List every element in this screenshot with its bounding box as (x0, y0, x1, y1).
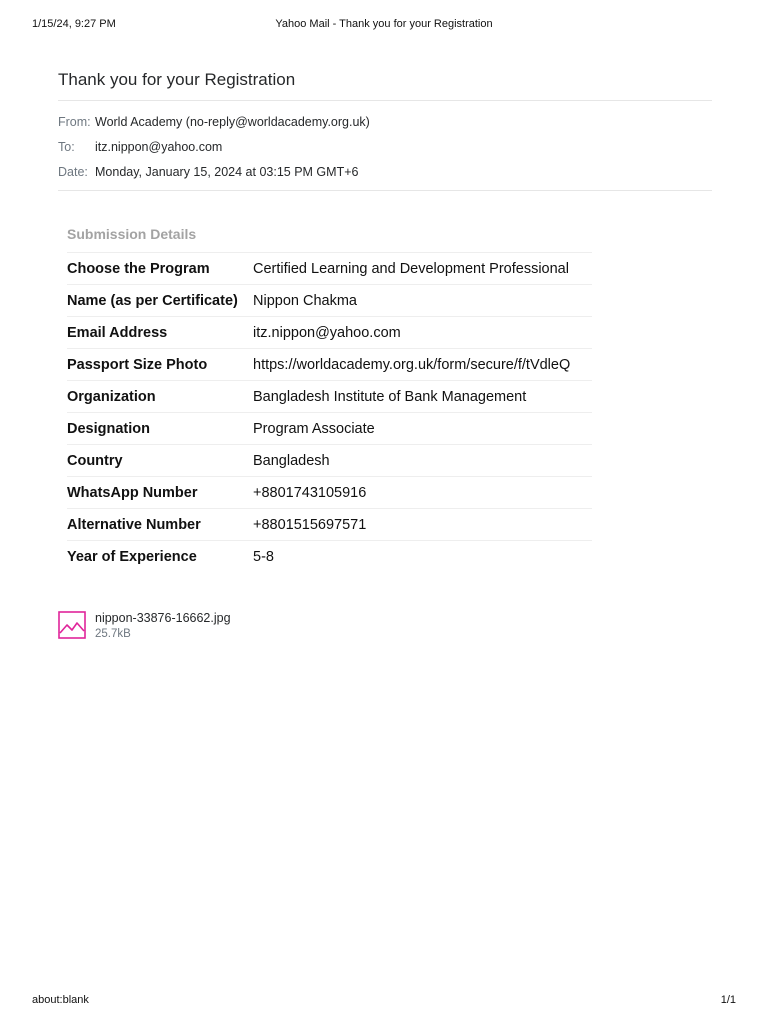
table-row (67, 381, 592, 413)
field-name: Year of Experience (67, 548, 197, 565)
table-row (67, 285, 592, 317)
field-name: Country (67, 445, 253, 477)
email-headers (58, 101, 712, 191)
field-value: Bangladesh (253, 445, 592, 477)
email-message (58, 66, 712, 191)
date-row (58, 159, 712, 184)
field-value: Nippon Chakma (253, 285, 592, 317)
table-row (67, 317, 592, 349)
field-value[interactable]: itz.nippon@yahoo.com (253, 317, 592, 349)
print-page-title: Yahoo Mail - Thank you for your Registration (275, 18, 493, 30)
field-value[interactable]: https://worldacademy.org.uk/form/secure/f/tVdleQ (253, 349, 592, 381)
table-row (67, 541, 592, 573)
field-value: Certified Learning and Development Professional (253, 253, 592, 285)
field-name: Designation (67, 413, 253, 445)
attachment-filename[interactable]: nippon-33876-16662.jpg (95, 611, 231, 625)
to-row (58, 134, 712, 159)
attachment-size: 25.7kB (95, 628, 131, 640)
to-label: To: (58, 139, 75, 154)
print-page-number: 1/1 (720, 994, 736, 1006)
submission-details (67, 222, 592, 572)
date-label: Date: (58, 164, 88, 179)
field-value: Bangladesh Institute of Bank Management (253, 381, 592, 413)
table-row (67, 253, 592, 285)
attachment[interactable] (58, 610, 231, 642)
field-name: WhatsApp Number (67, 477, 253, 509)
email-subject: Thank you for your Registration (58, 66, 712, 101)
image-file-icon[interactable] (58, 611, 86, 639)
print-datetime: 1/15/24, 9:27 PM (32, 18, 116, 30)
attachment-info (95, 610, 231, 642)
print-url: about:blank (32, 994, 89, 1006)
field-name: Passport Size Photo (67, 349, 253, 381)
field-name: Choose the Program (67, 253, 253, 285)
from-label: From: (58, 114, 91, 129)
submission-heading: Submission Details (67, 226, 197, 242)
field-value: +8801515697571 (253, 509, 592, 541)
table-row (67, 413, 592, 445)
submission-table (67, 252, 592, 572)
field-value: 5-8 (253, 548, 274, 565)
table-row (67, 445, 592, 477)
field-name: Organization (67, 381, 253, 413)
field-value: +8801743105916 (253, 477, 592, 509)
recipient[interactable]: itz.nippon@yahoo.com (95, 139, 223, 154)
field-name: Alternative Number (67, 509, 253, 541)
table-row (67, 477, 592, 509)
field-name: Email Address (67, 317, 253, 349)
field-name: Name (as per Certificate) (67, 285, 253, 317)
sent-date: Monday, January 15, 2024 at 03:15 PM GMT+6 (95, 164, 359, 179)
field-value: Program Associate (253, 413, 592, 445)
table-row (67, 509, 592, 541)
from-row (58, 109, 712, 134)
table-row (67, 349, 592, 381)
sender[interactable]: World Academy (no-reply@worldacademy.org.uk) (95, 114, 370, 129)
